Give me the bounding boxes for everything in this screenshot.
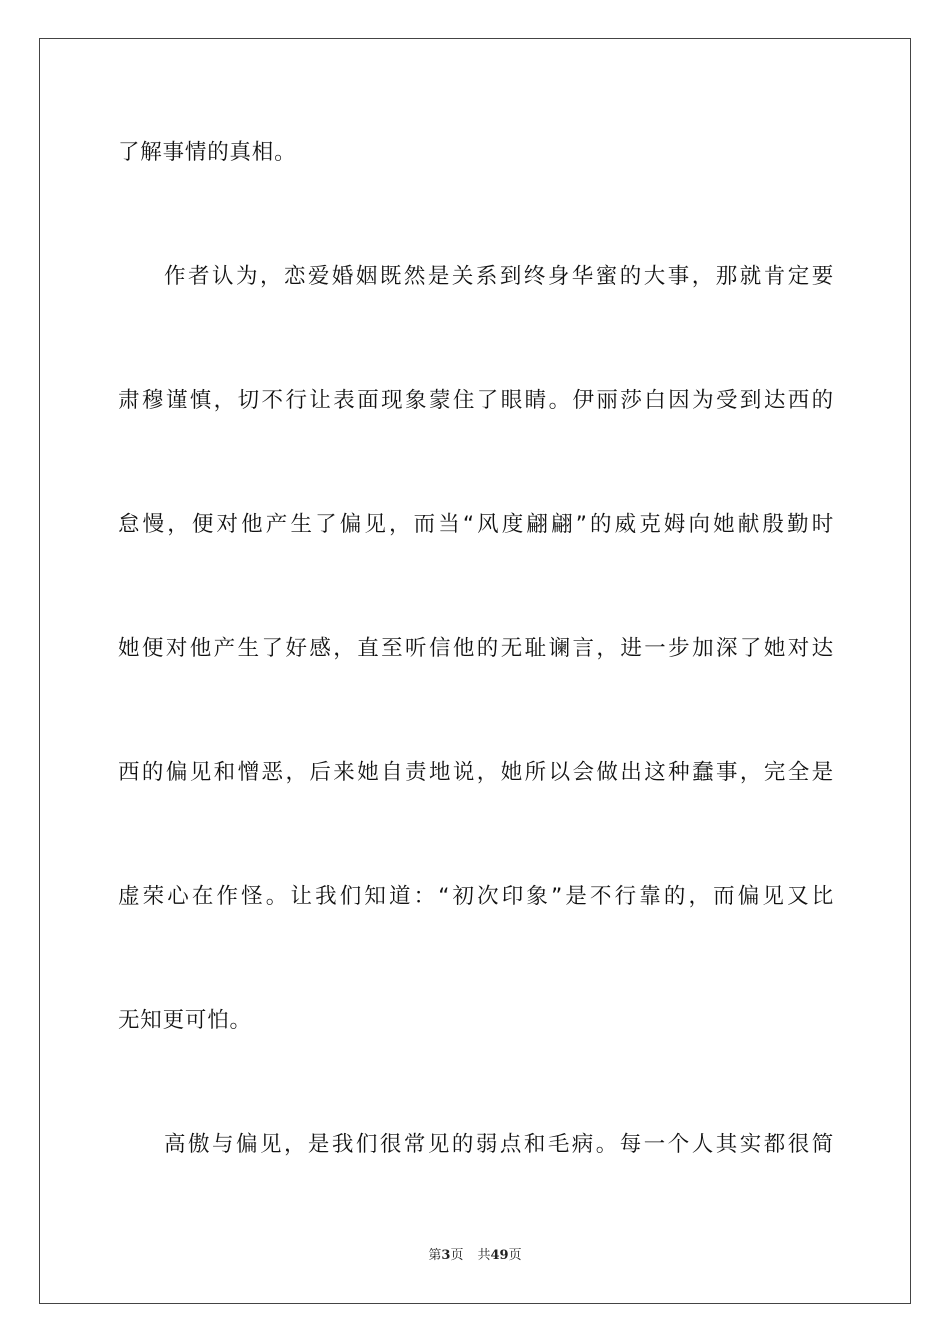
total-pages: 49 [490, 1248, 509, 1263]
text-line-9: 高傲与偏见，是我们很常见的弱点和毛病。每一个人其实都很简 [164, 1132, 834, 1157]
text-line-8: 无知更可怕。 [118, 1008, 252, 1033]
text-line-5: 她便对他产生了好感，直至听信他的无耻谰言，进一步加深了她对达 [118, 636, 834, 661]
text-line-6: 西的偏见和憎恶，后来她自责地说，她所以会做出这种蠢事，完全是 [118, 760, 834, 785]
total-prefix: 共 [477, 1248, 491, 1263]
total-suffix: 页 [508, 1248, 522, 1263]
text-line-3: 肃穆谨慎，切不行让表面现象蒙住了眼睛。伊丽莎白因为受到达西的 [118, 388, 834, 413]
text-line-1: 了解事情的真相。 [118, 140, 297, 165]
text-line-4: 怠慢，便对他产生了偏见，而当“风度翩翩”的威克姆向她献殷勤时 [118, 512, 834, 537]
page-prefix: 第 [428, 1248, 442, 1263]
page-suffix: 页 [450, 1248, 464, 1263]
page-footer [0, 1247, 950, 1265]
page-number: 3 [441, 1248, 451, 1263]
text-line-2: 作者认为，恋爱婚姻既然是关系到终身华蜜的大事，那就肯定要 [164, 264, 834, 289]
text-line-7: 虚荣心在作怪。让我们知道：“初次印象”是不行靠的，而偏见又比 [118, 884, 834, 909]
page-border [39, 38, 911, 1304]
